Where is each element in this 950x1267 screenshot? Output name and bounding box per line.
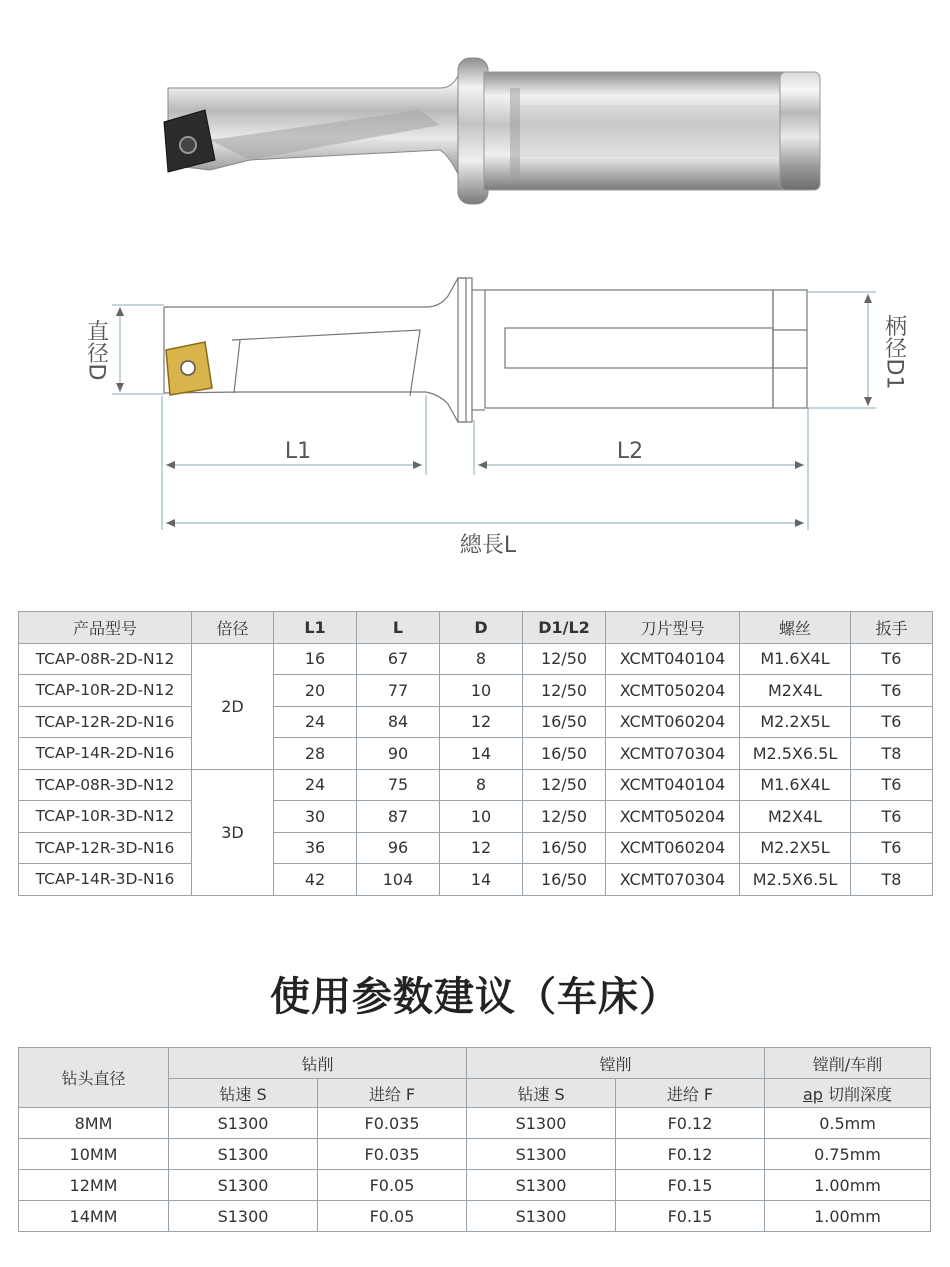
table-cell: 67 <box>357 643 440 675</box>
param-group-row <box>19 1048 931 1079</box>
table-cell: 104 <box>357 864 440 896</box>
table-row <box>19 675 933 707</box>
table-row <box>19 1170 931 1201</box>
table-cell: 0.75mm <box>765 1139 931 1170</box>
table-cell: 12 <box>440 832 523 864</box>
table-cell: XCMT060204 <box>606 832 740 864</box>
table-cell: 16/50 <box>523 706 606 738</box>
table-cell: 12 <box>440 706 523 738</box>
table-cell: 96 <box>357 832 440 864</box>
table-cell: 75 <box>357 769 440 801</box>
table-row <box>19 1201 931 1232</box>
header-d: D <box>440 612 523 644</box>
shank-diameter-label: 柄径D1 <box>881 314 907 390</box>
header-d1-l2: D1/L2 <box>523 612 606 644</box>
table-cell: 12/50 <box>523 769 606 801</box>
table-cell: T8 <box>851 738 933 770</box>
header-boring: 镗削 <box>467 1048 765 1079</box>
spec-header-row <box>19 612 933 644</box>
table-cell: F0.05 <box>318 1170 467 1201</box>
table-cell: 12/50 <box>523 675 606 707</box>
header-bore-feed: 进给 F <box>616 1079 765 1108</box>
header-insert-model: 刀片型号 <box>606 612 740 644</box>
header-drilling: 钻削 <box>169 1048 467 1079</box>
table-cell: 12MM <box>19 1170 169 1201</box>
header-l: L <box>357 612 440 644</box>
table-cell: XCMT040104 <box>606 643 740 675</box>
model-cell: TCAP-14R-3D-N16 <box>19 864 192 896</box>
header-l1: L1 <box>274 612 357 644</box>
table-cell: 1.00mm <box>765 1201 931 1232</box>
table-cell: S1300 <box>169 1170 318 1201</box>
table-cell: XCMT070304 <box>606 864 740 896</box>
header-wrench: 扳手 <box>851 612 933 644</box>
table-cell: 16/50 <box>523 864 606 896</box>
table-cell: T6 <box>851 706 933 738</box>
table-cell: T8 <box>851 864 933 896</box>
table-cell: XCMT050204 <box>606 801 740 833</box>
table-cell: F0.15 <box>616 1170 765 1201</box>
table-cell: M1.6X4L <box>740 643 851 675</box>
table-cell: M2X4L <box>740 801 851 833</box>
table-cell: S1300 <box>467 1170 616 1201</box>
table-cell: 30 <box>274 801 357 833</box>
header-cut-depth <box>765 1079 931 1108</box>
table-cell: T6 <box>851 801 933 833</box>
table-cell: 20 <box>274 675 357 707</box>
table-row <box>19 738 933 770</box>
table-cell: F0.15 <box>616 1201 765 1232</box>
ratio-cell: 2D <box>192 643 274 769</box>
table-cell: M2.5X6.5L <box>740 738 851 770</box>
table-row <box>19 832 933 864</box>
table-cell: 0.5mm <box>765 1108 931 1139</box>
table-cell: 42 <box>274 864 357 896</box>
table-cell: T6 <box>851 769 933 801</box>
table-cell: S1300 <box>169 1108 318 1139</box>
model-cell: TCAP-14R-2D-N16 <box>19 738 192 770</box>
table-cell: 24 <box>274 769 357 801</box>
table-cell: S1300 <box>169 1139 318 1170</box>
table-cell: 14MM <box>19 1201 169 1232</box>
table-cell: 16/50 <box>523 832 606 864</box>
table-cell: 10MM <box>19 1139 169 1170</box>
header-bore-speed: 钻速 S <box>467 1079 616 1108</box>
ap-label: ap <box>802 1084 823 1104</box>
total-length-label: 總長L <box>459 533 517 558</box>
table-cell: F0.035 <box>318 1108 467 1139</box>
param-table <box>18 1047 931 1232</box>
l2-label: L2 <box>616 439 644 464</box>
header-drill-feed: 进给 F <box>318 1079 467 1108</box>
table-cell: 10 <box>440 675 523 707</box>
table-cell: T6 <box>851 643 933 675</box>
table-row <box>19 769 933 801</box>
table-cell: XCMT070304 <box>606 738 740 770</box>
table-cell: XCMT060204 <box>606 706 740 738</box>
table-cell: T6 <box>851 675 933 707</box>
table-cell: 1.00mm <box>765 1170 931 1201</box>
table-cell: 36 <box>274 832 357 864</box>
table-cell: 8 <box>440 643 523 675</box>
table-cell: 77 <box>357 675 440 707</box>
table-row <box>19 864 933 896</box>
header-drill-diameter: 钻头直径 <box>19 1048 169 1108</box>
table-cell: 90 <box>357 738 440 770</box>
table-cell: F0.05 <box>318 1201 467 1232</box>
table-cell: 84 <box>357 706 440 738</box>
table-row <box>19 643 933 675</box>
table-cell: F0.12 <box>616 1139 765 1170</box>
header-drill-speed: 钻速 S <box>169 1079 318 1108</box>
table-cell: XCMT040104 <box>606 769 740 801</box>
table-cell: 14 <box>440 864 523 896</box>
model-cell: TCAP-12R-3D-N16 <box>19 832 192 864</box>
table-cell: 12/50 <box>523 801 606 833</box>
table-cell: 8 <box>440 769 523 801</box>
table-cell: M1.6X4L <box>740 769 851 801</box>
table-cell: XCMT050204 <box>606 675 740 707</box>
table-cell: S1300 <box>467 1201 616 1232</box>
table-cell: 14 <box>440 738 523 770</box>
model-cell: TCAP-10R-2D-N12 <box>19 675 192 707</box>
table-row <box>19 1139 931 1170</box>
table-cell: M2.5X6.5L <box>740 864 851 896</box>
ratio-cell: 3D <box>192 769 274 895</box>
table-cell: 24 <box>274 706 357 738</box>
table-row <box>19 706 933 738</box>
table-cell: M2.2X5L <box>740 832 851 864</box>
spec-table <box>18 611 933 896</box>
table-cell: S1300 <box>467 1108 616 1139</box>
model-cell: TCAP-12R-2D-N16 <box>19 706 192 738</box>
l1-label: L1 <box>284 439 312 464</box>
model-cell: TCAP-10R-3D-N12 <box>19 801 192 833</box>
table-cell: 28 <box>274 738 357 770</box>
diameter-label: 直径D <box>83 319 109 381</box>
table-cell: F0.12 <box>616 1108 765 1139</box>
table-cell: 16 <box>274 643 357 675</box>
header-model: 产品型号 <box>19 612 192 644</box>
table-cell: 16/50 <box>523 738 606 770</box>
table-cell: S1300 <box>467 1139 616 1170</box>
table-cell: M2X4L <box>740 675 851 707</box>
table-cell: T6 <box>851 832 933 864</box>
table-cell: 8MM <box>19 1108 169 1139</box>
table-cell: 10 <box>440 801 523 833</box>
header-ratio: 倍径 <box>192 612 274 644</box>
model-cell: TCAP-08R-2D-N12 <box>19 643 192 675</box>
table-cell: S1300 <box>169 1201 318 1232</box>
table-row <box>19 1108 931 1139</box>
table-cell: 87 <box>357 801 440 833</box>
table-cell: F0.035 <box>318 1139 467 1170</box>
dimension-diagram <box>0 260 950 570</box>
header-boring-turning: 镗削/车削 <box>765 1048 931 1079</box>
header-screw: 螺丝 <box>740 612 851 644</box>
cut-depth-label: 切削深度 <box>822 1084 893 1104</box>
table-cell: M2.2X5L <box>740 706 851 738</box>
section-title: 使用参数建议（车床） <box>270 974 680 1020</box>
table-cell: 12/50 <box>523 643 606 675</box>
table-row <box>19 801 933 833</box>
product-photo <box>0 0 950 240</box>
model-cell: TCAP-08R-3D-N12 <box>19 769 192 801</box>
